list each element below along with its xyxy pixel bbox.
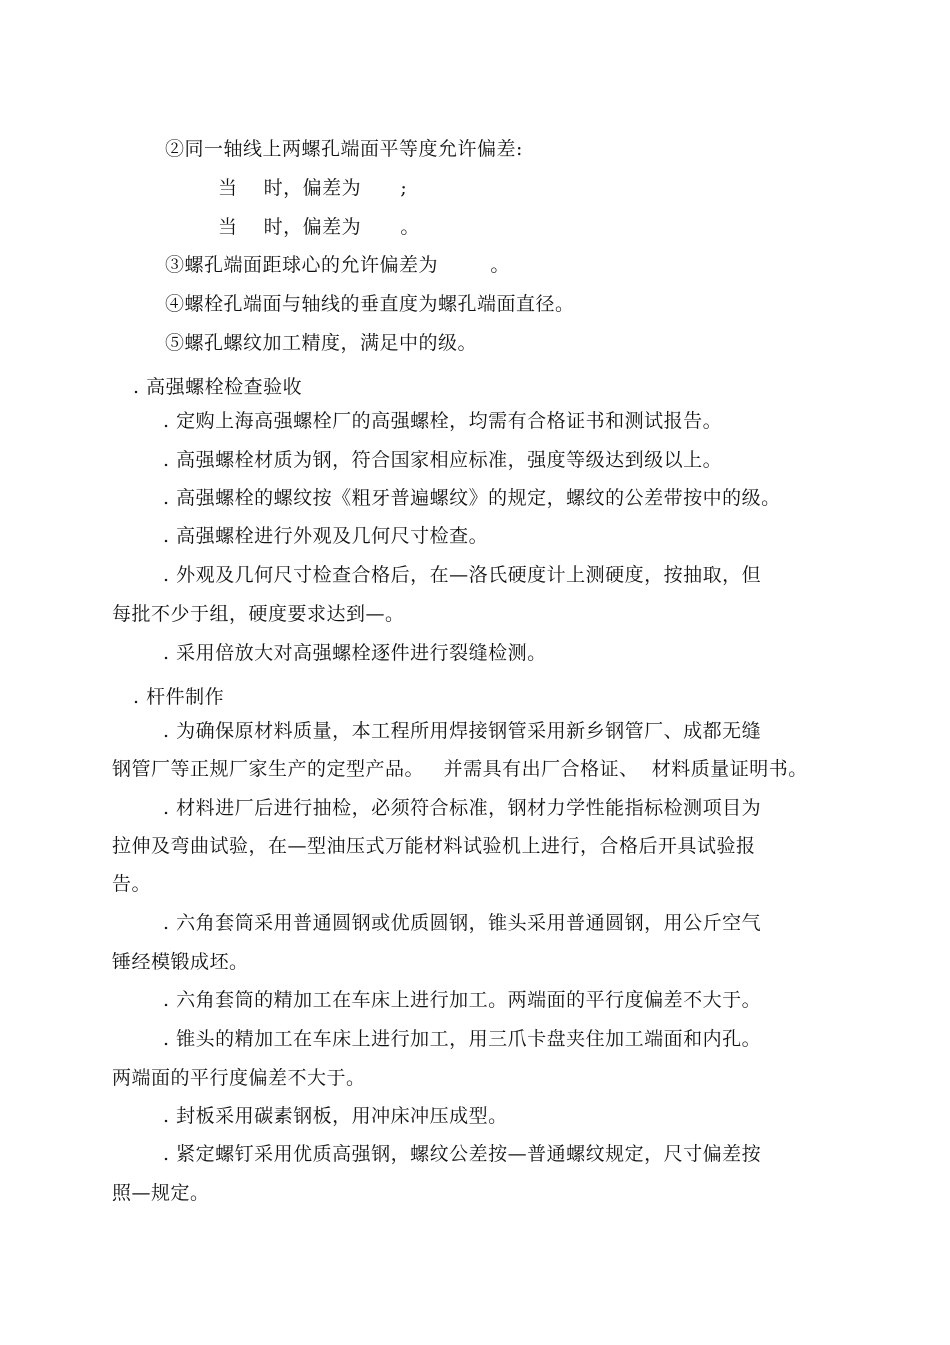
text-line: 当 时，偏差为 ; — [218, 177, 408, 199]
text-line: 钢管厂等正规厂家生产的定型产品。 并需具有出厂合格证、 材料质量证明书。 — [112, 758, 808, 780]
text-line: 两端面的平行度偏差不大于。 — [112, 1067, 366, 1089]
text-line: . 定购上海高强螺栓厂的高强螺栓，均需有合格证书和测试报告。 — [163, 410, 723, 432]
text-line: . 高强螺栓进行外观及几何尺寸检查。 — [163, 525, 489, 547]
section-heading: . 高强螺栓检查验收 — [133, 376, 303, 398]
text-line: . 高强螺栓的螺纹按《粗牙普遍螺纹》的规定，螺纹的公差带按中的级。 — [163, 487, 781, 509]
text-line: . 为确保原材料质量，本工程所用焊接钢管采用新乡钢管厂、成都无缝 — [163, 720, 762, 742]
text-line: ⑤螺孔螺纹加工精度，满足中的级。 — [165, 332, 478, 354]
text-line: 拉伸及弯曲试验，在—型油压式万能材料试验机上进行，合格后开具试验报 — [112, 835, 756, 857]
text-line: . 材料进厂后进行抽检，必须符合标准，钢材力学性能指标检测项目为 — [163, 797, 762, 819]
text-line: . 锥头的精加工在车床上进行加工，用三爪卡盘夹住加工端面和内孔。 — [163, 1028, 762, 1050]
text-line: ③螺孔端面距球心的允许偏差为 。 — [165, 254, 510, 276]
text-line: . 采用倍放大对高强螺栓逐件进行裂缝检测。 — [163, 642, 547, 664]
text-line: . 六角套筒采用普通圆钢或优质圆钢，锥头采用普通圆钢，用公斤空气 — [163, 912, 762, 934]
text-line: 锤经模锻成坯。 — [112, 951, 249, 973]
text-line: ④螺栓孔端面与轴线的垂直度为螺孔端面直径。 — [165, 293, 575, 315]
text-line: 每批不少于组，硬度要求达到—。 — [112, 603, 405, 625]
text-line: . 高强螺栓材质为钢，符合国家相应标准，强度等级达到级以上。 — [163, 449, 723, 471]
text-line: . 六角套筒的精加工在车床上进行加工。两端面的平行度偏差不大于。 — [163, 989, 762, 1011]
text-line: . 外观及几何尺寸检查合格后，在—洛氏硬度计上测硬度，按抽取，但 — [163, 564, 762, 586]
text-line: . 封板采用碳素钢板，用冲床冲压成型。 — [163, 1105, 508, 1127]
text-line: . 紧定螺钉采用优质高强钢，螺纹公差按—普通螺纹规定，尺寸偏差按 — [163, 1143, 762, 1165]
text-line: 告。 — [112, 873, 152, 895]
text-line: 当 时，偏差为 。 — [218, 216, 420, 238]
text-line: 照—规定。 — [112, 1182, 210, 1204]
text-line: ②同一轴线上两螺孔端面平等度允许偏差: — [165, 138, 523, 160]
section-heading: . 杆件制作 — [133, 686, 225, 708]
